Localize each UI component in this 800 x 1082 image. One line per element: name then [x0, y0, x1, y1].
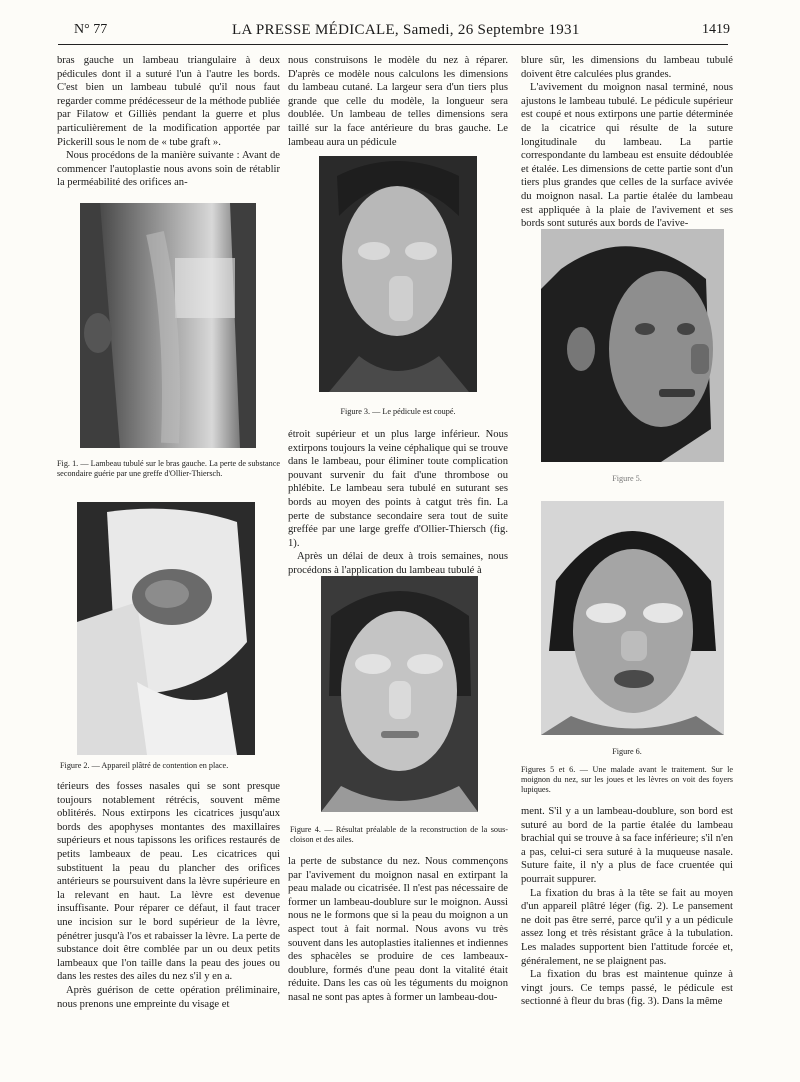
col2-paragraph-4: la perte de substance du nez. Nous commençons par l'avivement du moignon nasal en extirpant la peau malade ou cicatrisée. Il n'est pas nécessaire de former un lambeau-doublure sur le moignon. Aussi nous ne le formons que si la peau du moignon a un aspect tout à fait normal. Nous avons vu très souvent dans les autoplasties italiennes et indiennes des sphacèles se produire de ces lambeaux-doublure, formés d'une peau dont la vitalité était réduite. Dans les cas où les téguments du moignon nasal ne sont pas aptes à former un lambeau-dou- [288, 856, 508, 1003]
figure-5-caption: Figure 5. [612, 474, 642, 483]
page-number: 1419 [702, 22, 730, 37]
column-3-bottom [521, 805, 733, 1009]
col3-paragraph-3: ment. S'il y a un lambeau-doublure, son bord est suturé au bord de la partie étalée du lambeau brachial qui se trouve à sa face inférieure; s'il n'en a pas, celui-ci sera suturé à la muqueuse nasale. Suture faite, il n'y a plus de face cruentée qui pourrait suppurer. [521, 806, 733, 885]
figure-1-caption: Fig. 1. — Lambeau tubulé sur le bras gauche. La perte de substance secondaire guérie par une greffe d'Ollier-Thiersch. [57, 459, 280, 478]
figures-5-6-caption: Figures 5 et 6. — Une malade avant le traitement. Sur le moignon du nez, sur les joues et les lèvres on voit des foyers lupiques. [521, 765, 733, 794]
header-rule [58, 44, 728, 45]
col2-paragraph-1: nous construisons le modèle du nez à réparer. D'après ce modèle nous calculons les dimensions du lambeau cutané. La largeur sera d'un tiers plus grande que celle du modèle, la longueur sera doublée. Un lambeau de telles dimensions sera taillé sur la face antérieure du bras gauche. Le lambeau aura un pédicule [288, 55, 508, 148]
figure-2-caption: Figure 2. — Appareil plâtré de contention en place. [60, 761, 229, 770]
col3-paragraph-1: blure sûr, les dimensions du lambeau tubulé doivent être calculées plus grandes. [521, 55, 733, 80]
issue-number: N° 77 [74, 22, 108, 37]
page-header [74, 22, 730, 42]
col1-paragraph-3: térieurs des fosses nasales qui se sont presque toujours notablement rétrécis, souvent même oblitérés. Nous extirpons les cicatrices jusqu'aux bords des apophyses montantes des maxillaires supérieurs et nous tapissons les orifices restaurés de petits lambeaux de peau. Les cicatrices qui substituent la peau du plancher des orifices antérieurs se poursuivent dans la lèvre supérieure en la relevant en haut. La lèvre est devenue insuffisante. Pour réparer ce défaut, il faut tracer une incision sur le bord supérieur de la lèvre, pénétrer jusqu'à l'os et rabaisser la lèvre. La perte de substance doit être comblée par un ou deux petits lambeaux que l'on taille dans la peau des joues ou dans les restes des ailes du nez s'il y en a. [57, 781, 280, 983]
column-2-bottom [288, 855, 508, 1005]
col1-paragraph-1: bras gauche un lambeau triangulaire à deux pédicules dont il a suturé l'un à l'autre les bords. C'est bien un lambeau tubulé qu'il nous faut regarder comme prédécesseur de la méthode publiée par Filatow et Gilliès pendant la guerre et plus particulièrement de la modification apportée par Pickerill sous le nom de « tube graft ». [57, 55, 280, 148]
figure-4-photo [321, 576, 478, 812]
col1-paragraph-2: Nous procédons de la manière suivante : Avant de commencer l'autoplastie nous avons soin de rétablir la perméabilité des orifices an- [57, 150, 280, 189]
column-2-middle [288, 428, 508, 578]
figure-6-photo [541, 501, 724, 735]
col2-paragraph-3: Après un délai de deux à trois semaines, nous procédons à l'application du lambeau tubulé à [288, 551, 508, 576]
journal-title: LA PRESSE MÉDICALE, Samedi, 26 Septembre 1931 [232, 22, 580, 38]
col1-paragraph-4: Après guérison de cette opération préliminaire, nous prenons une empreinte du visage et [57, 984, 280, 1010]
figure-6-caption: Figure 6. [612, 747, 642, 756]
figure-3-caption: Figure 3. — Le pédicule est coupé. [340, 407, 456, 416]
col2-paragraph-2: étroit supérieur et un plus large inférieur. Nous extirpons toujours la veine céphalique qui se trouve dans le lambeau, pour éliminer toute complication pouvant survenir du fait d'une thrombose ou phlébite. Le lambeau sera tubulé en suturant ses bords au moyen des points à catgut très fin. La perte de substance secondaire sera tout de suite greffée par une large greffe d'Ollier-Thiersch (fig. 1). [288, 429, 508, 549]
col3-paragraph-4: La fixation du bras à la tête se fait au moyen d'un appareil plâtré léger (fig. 2). Le pansement ne doit pas être serré, parce qu'il y a un pédicule assez long et très résistant grâce à la tubulation. Les malades supportent bien l'attitude forcée et, généralement, ne se plaignent pas. [521, 887, 733, 967]
column-3-top [521, 54, 733, 231]
figure-5-photo [541, 229, 724, 462]
column-2-top [288, 54, 508, 149]
figure-1-photo [80, 203, 256, 448]
column-1-top [57, 54, 280, 190]
figure-4-caption: Figure 4. — Résultat préalable de la reconstruction de la sous-cloison et des ailes. [290, 825, 508, 844]
figure-3-photo [319, 156, 477, 392]
figure-2-photo [77, 502, 255, 755]
col3-paragraph-5: La fixation du bras est maintenue quinze à vingt jours. Ce temps passé, le pédicule est sectionné à fleur du bras (fig. 3). Dans la même [521, 969, 733, 1008]
column-1-bottom [57, 780, 280, 1011]
col3-paragraph-2: L'avivement du moignon nasal terminé, nous ajustons le lambeau tubulé. Le pédicule supérieur est coupé et nous extirpons une partie déterminée de la cicatrice qui résulte de la suture longitudinale du lambeau. La partie correspondante du lambeau est ensuite dédoublée et étalée. Les dimensions de cette partie sont d'un tiers plus grandes que celles de la surface avivée du moignon nasal. La partie étalée du lambeau est appliquée à la plaie de l'avivement et ses bords sont suturés aux bords de l'avive- [521, 82, 733, 230]
